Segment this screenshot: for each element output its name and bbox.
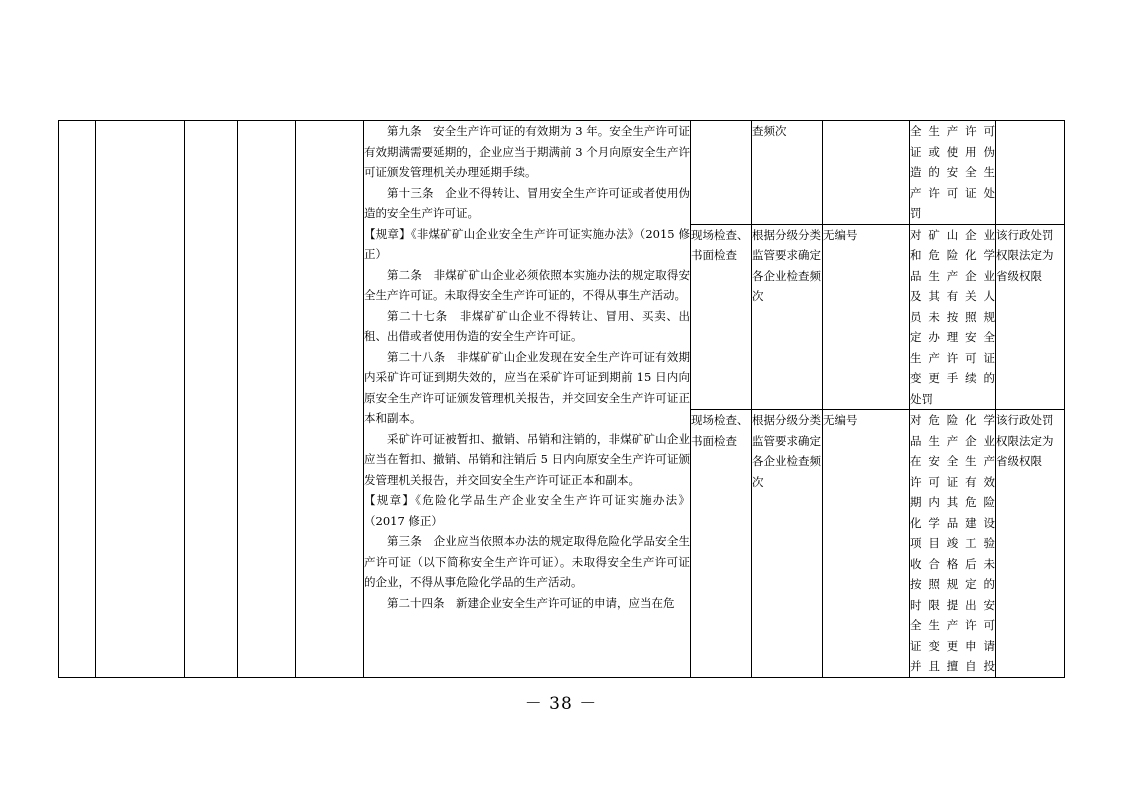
situation-line: 并且擅自投	[910, 659, 995, 673]
situation-line: 全生产许可	[910, 618, 995, 632]
situation-line: 对危险化学	[910, 413, 995, 427]
situation-line: 化学品建设	[910, 515, 995, 530]
remark-cell: 该行政处罚权限法定为省级权限	[996, 410, 1065, 678]
inspection-frequency-cell: 根据分级分类监管要求确定各企业检查频次	[752, 410, 823, 678]
inspection-method-cell	[691, 121, 752, 225]
item-number-cell: 无编号	[823, 224, 910, 410]
situation-cell	[910, 224, 996, 410]
situation-line: 品生产企业	[910, 268, 995, 283]
law-paragraph: 第三条 企业应当依照本办法的规定取得危险化学品安全生产许可证（以下简称安全生产许可证）。未取得安全生产许可证的企业，不得从事危险化学品的生产活动。	[364, 534, 690, 589]
inspection-frequency-cell: 查频次	[752, 121, 823, 225]
situation-line: 按照规定的	[910, 577, 995, 591]
situation-line: 收合格后未	[910, 556, 995, 571]
law-paragraph: 第二十七条 非煤矿矿山企业不得转让、冒用、买卖、出租、出借或者使用伪造的安全生产许可证。	[364, 308, 690, 343]
situation-line: 生产许可证	[910, 350, 995, 365]
cell-col-2	[96, 121, 185, 678]
item-number-cell: 无编号	[823, 410, 910, 678]
situation-line: 罚	[910, 206, 922, 220]
situation-line: 证变更申请	[910, 638, 995, 653]
item-number-cell	[823, 121, 910, 225]
situation-line: 及其有关人	[910, 289, 995, 303]
regulation-heading: 【规章】《非煤矿矿山企业安全生产许可证实施办法》（2015 修正）	[364, 226, 690, 261]
situation-cell	[910, 121, 996, 225]
remark-cell: 该行政处罚权限法定为省级权限	[996, 224, 1065, 410]
situation-line: 在安全生产	[910, 454, 995, 468]
regulation-heading: 【规章】《危险化学品生产企业安全生产许可证实施办法》（2017 修正）	[364, 493, 690, 528]
situation-line: 证或使用伪	[910, 144, 995, 159]
situation-line: 定办理安全	[910, 330, 995, 344]
situation-line: 品生产企业	[910, 433, 995, 448]
inspection-method-cell: 现场检查、书面检查	[691, 224, 752, 410]
situation-line: 变更手续的	[910, 371, 995, 385]
page-number: － 38 －	[524, 694, 598, 714]
cell-col-3	[185, 121, 238, 678]
inspection-frequency-cell: 根据分级分类监管要求确定各企业检查频次	[752, 224, 823, 410]
table-row	[59, 121, 1065, 225]
situation-line: 时限提出安	[910, 597, 995, 612]
situation-line: 造的安全生	[910, 165, 995, 179]
law-paragraph: 第九条 安全生产许可证的有效期为 3 年。安全生产许可证有效期满需要延期的，企业应当于期满前 3 个月向原安全生产许可证颁发管理机关办理延期手续。	[364, 124, 690, 179]
law-paragraph: 第二十四条 新建企业安全生产许可证的申请，应当在危	[387, 595, 675, 610]
cell-col-4	[238, 121, 296, 678]
situation-line: 项目竣工验	[910, 536, 995, 550]
situation-cell	[910, 410, 996, 678]
remark-cell	[996, 121, 1065, 225]
situation-line: 员未按照规	[910, 309, 995, 324]
legal-basis-cell	[364, 121, 691, 678]
situation-line: 许可证有效	[910, 474, 995, 489]
law-paragraph: 第十三条 企业不得转让、冒用安全生产许可证或者使用伪造的安全生产许可证。	[364, 185, 690, 220]
cell-col-1	[59, 121, 96, 678]
law-paragraph: 第二十八条 非煤矿矿山企业发现在安全生产许可证有效期内采矿许可证到期失效的，应当在采矿许可证到期前 15 日内向原安全生产许可证颁发管理机关报告，并交回安全生产许可证正本和副本。	[364, 349, 690, 425]
situation-line: 处罚	[910, 391, 933, 406]
law-paragraph: 第二条 非煤矿矿山企业必须依照本实施办法的规定取得安全生产许可证。未取得安全生产许可证的，不得从事生产活动。	[364, 267, 690, 302]
inspection-method-cell: 现场检查、书面检查	[691, 410, 752, 678]
situation-line: 全生产许可	[910, 124, 995, 138]
regulation-table	[58, 120, 1065, 678]
situation-line: 对矿山企业	[910, 227, 995, 242]
situation-line: 期内其危险	[910, 495, 995, 509]
cell-col-5	[296, 121, 364, 678]
law-paragraph: 采矿许可证被暂扣、撤销、吊销和注销的，非煤矿矿山企业应当在暂扣、撤销、吊销和注销后 5 日内向原安全生产许可证颁发管理机关报告，并交回安全生产许可证正本和副本。	[364, 431, 690, 487]
situation-line: 和危险化学	[910, 248, 995, 262]
situation-line: 产许可证处	[910, 185, 995, 200]
